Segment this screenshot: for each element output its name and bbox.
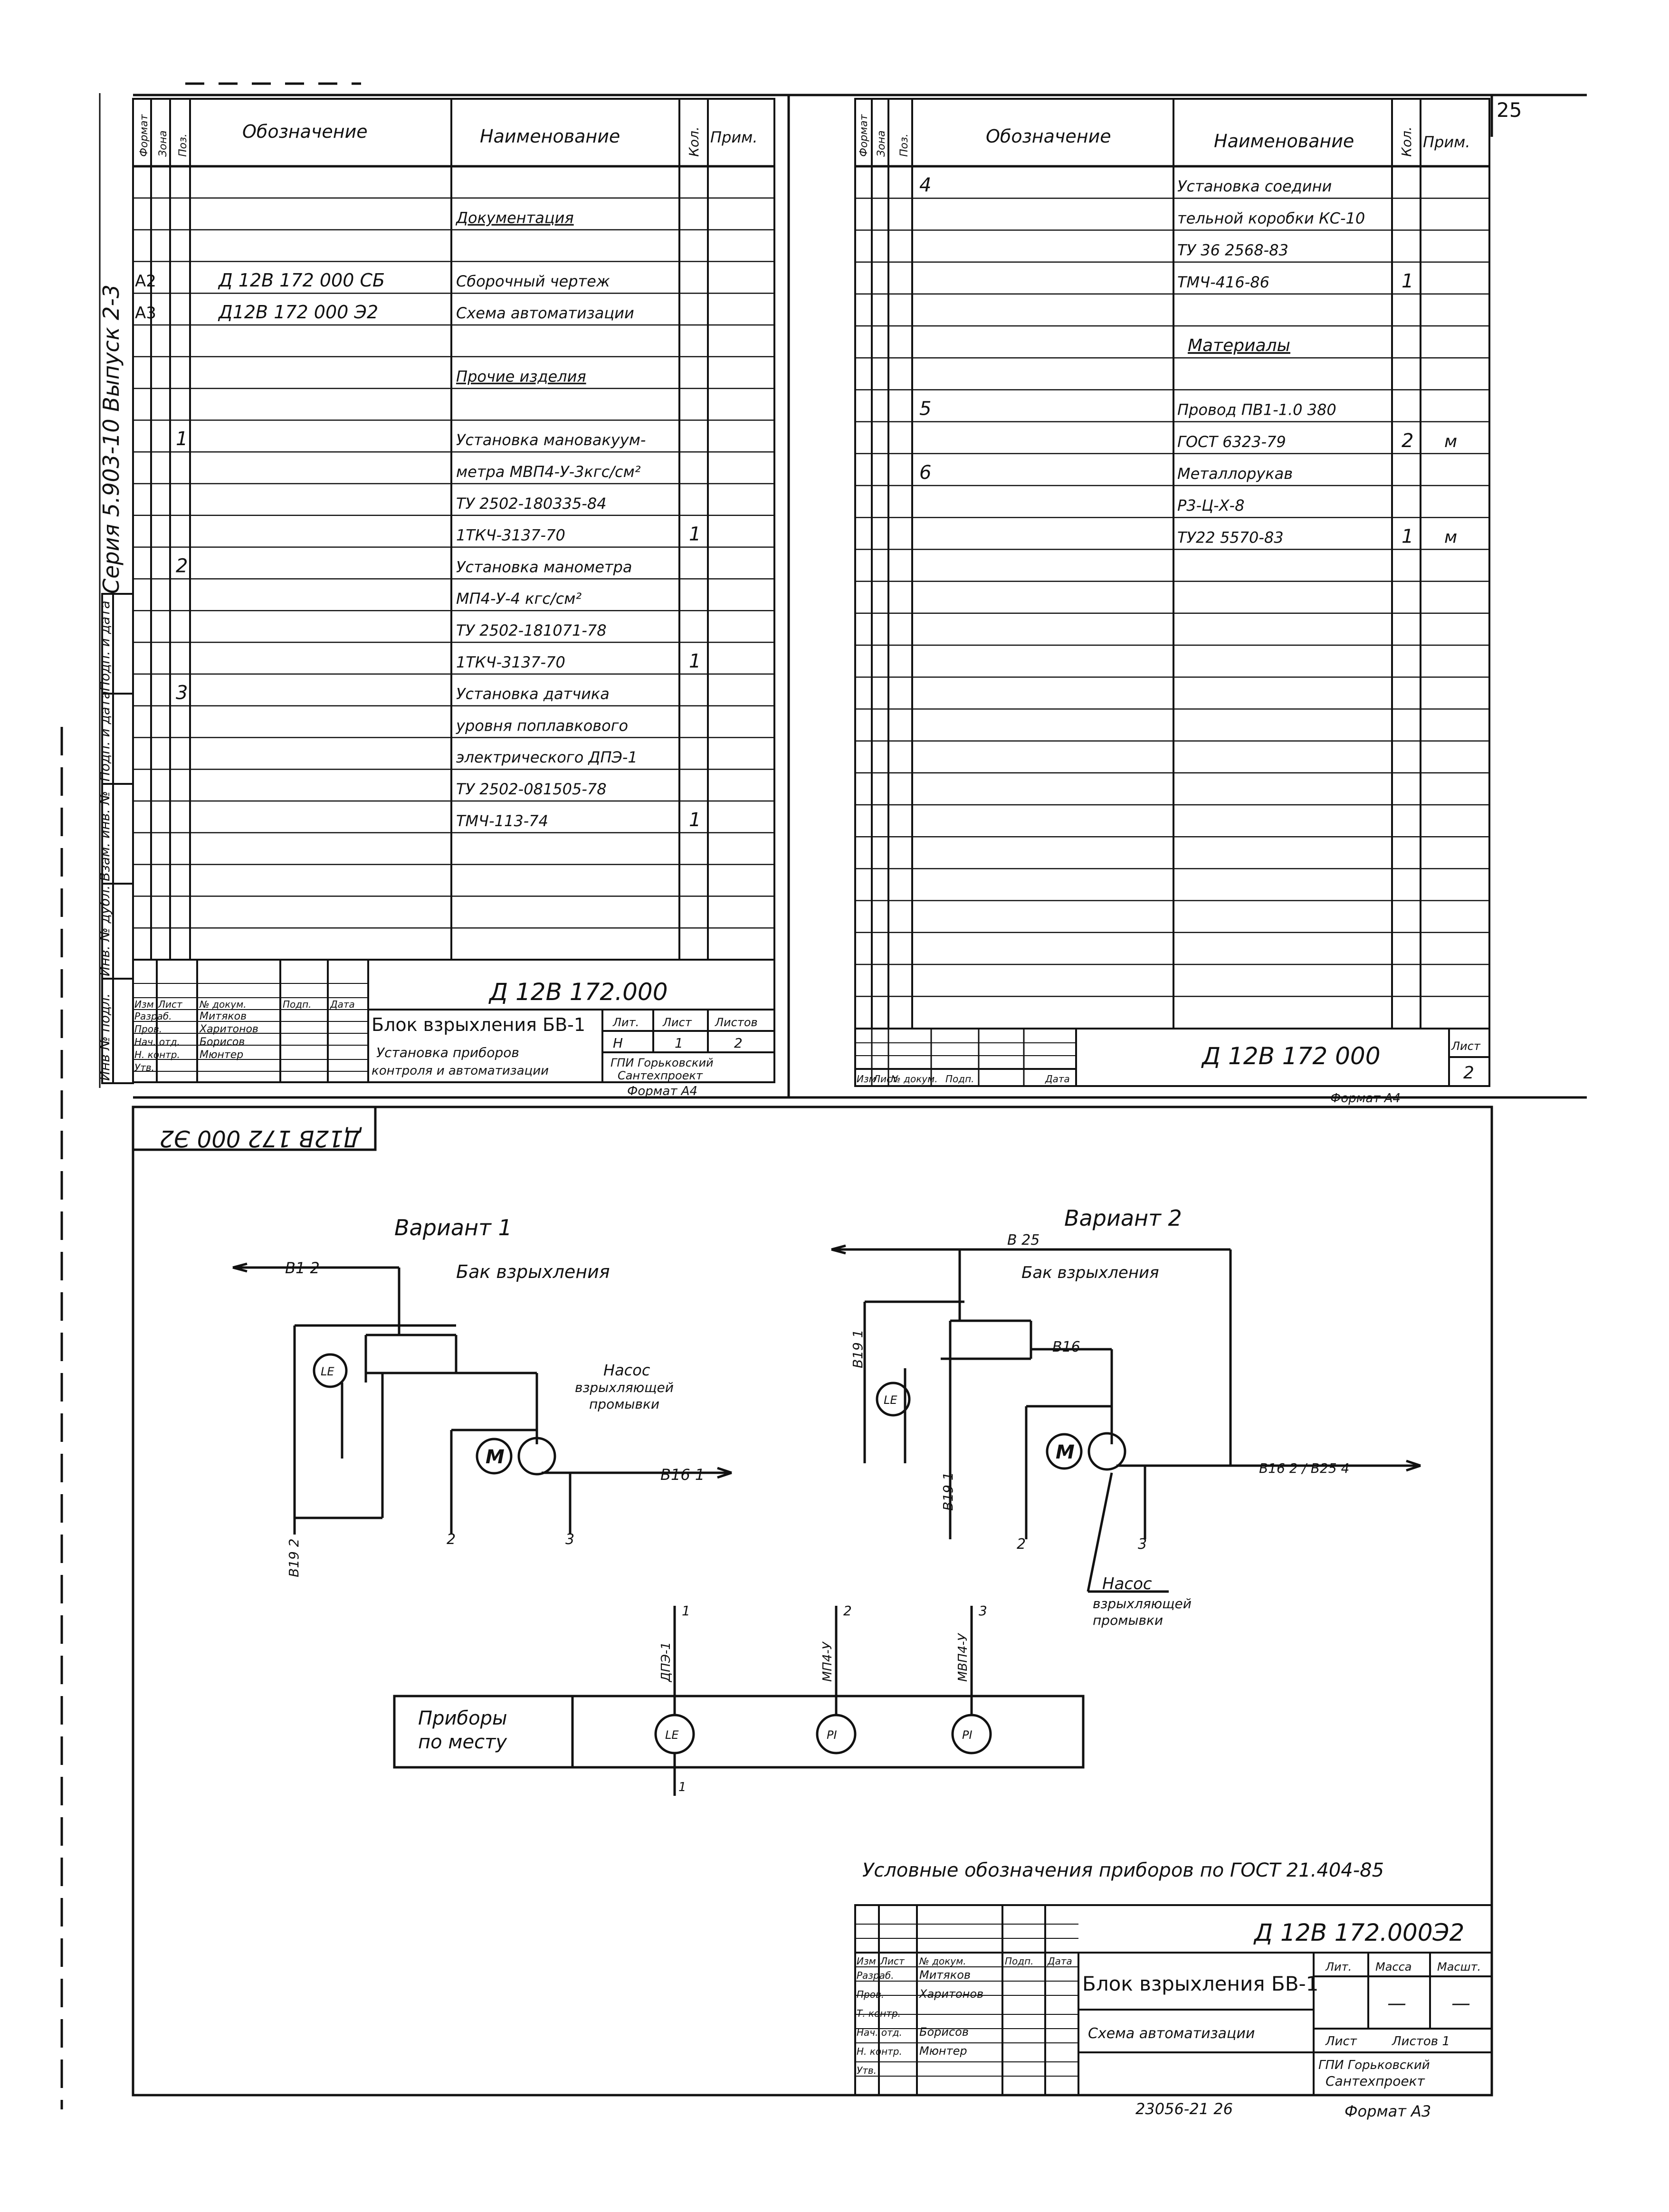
tb3-person: Борисов xyxy=(919,2025,969,2039)
tb1-title: Блок взрыхления БВ-1 xyxy=(372,1014,586,1035)
spec2-row-name: Установка соедини xyxy=(1177,177,1332,196)
tb3-role: Пров. xyxy=(857,1989,885,2000)
spec2-row-pos: 6 xyxy=(919,462,932,484)
tb1-format: Формат А4 xyxy=(627,1084,698,1098)
tb2-head-4: Дата xyxy=(1045,1073,1070,1085)
spec1-row-name: 1ТКЧ-3137-70 xyxy=(456,526,565,544)
panel-device-tag: ДПЭ-1 xyxy=(659,1642,673,1682)
pump-2-label-a: Насос xyxy=(1102,1574,1152,1593)
spec2-header-designation: Обозначение xyxy=(986,126,1111,147)
panel-device-num: 1 xyxy=(682,1603,690,1619)
spec2-row-qty: 2 xyxy=(1402,429,1414,452)
spec2-row-name: Материалы xyxy=(1188,336,1290,356)
callout-v2-3: 3 xyxy=(1138,1536,1147,1553)
tb1-person: Митяков xyxy=(200,1011,247,1022)
spec2-row-name: Металлорукав xyxy=(1177,465,1293,483)
spec1-header-designation: Обозначение xyxy=(242,121,368,142)
spec1-row-name: ТУ 2502-181071-78 xyxy=(456,621,607,639)
spec1-row-name: уровня поплавкового xyxy=(456,716,629,735)
spec1-header-format: Формат xyxy=(138,114,150,157)
spec1-row-qty: 1 xyxy=(689,650,701,672)
variant-2-title: Вариант 2 xyxy=(1064,1205,1182,1231)
variant-2-piping xyxy=(831,1246,1421,1592)
spec1-row-name: Сборочный чертеж xyxy=(456,272,610,291)
level-sensor-2-id: LE xyxy=(884,1393,897,1407)
tb1-person: Харитонов xyxy=(200,1023,258,1035)
legend-text: Условные обозначения приборов по ГОСТ 21.404-85 xyxy=(862,1859,1384,1881)
tb1-role: Нач. отд. xyxy=(134,1036,180,1048)
spec2-row-pos: 5 xyxy=(919,398,932,420)
tb1-lit-label: Лит. xyxy=(613,1016,639,1029)
stamp-label-inv: Подп. и дата xyxy=(97,601,113,691)
spec1-row-name: ТУ 2502-180335-84 xyxy=(456,494,607,513)
panel-device-id: LE xyxy=(665,1728,679,1742)
panel-label-2: по месту xyxy=(418,1731,507,1753)
panel-device-num: 2 xyxy=(843,1603,852,1619)
panel-device-num: 3 xyxy=(979,1603,987,1619)
motor-2-label: М xyxy=(1056,1441,1075,1463)
page-number: 25 xyxy=(1497,98,1522,122)
spec1-row-name: метра МВП4-У-3кгс/см² xyxy=(456,463,641,481)
spec2-row-note: м xyxy=(1444,431,1458,451)
tb1-person: Мюнтер xyxy=(200,1049,244,1061)
tb1-sheet: 1 xyxy=(675,1035,683,1051)
tank-1-label: Бак взрыхления xyxy=(456,1261,610,1282)
tb1-role: Пров. xyxy=(134,1023,162,1035)
spec2-header-format: Формат xyxy=(858,114,870,157)
tb1-head-3: Подп. xyxy=(283,999,312,1010)
line-b192: В19 2 xyxy=(286,1538,302,1577)
instrument-panel xyxy=(394,1606,1083,1796)
spec-sheet-1 xyxy=(133,99,774,1098)
tb1-head-2: № докум. xyxy=(200,999,247,1010)
spec2-header-zone: Зона xyxy=(876,130,887,157)
spec1-row-pos: 1 xyxy=(176,428,188,450)
tb3-org1: ГПИ Горьковский xyxy=(1318,2058,1430,2072)
tb3-head-2: № докум. xyxy=(919,1955,966,1967)
spec2-row-name: ТУ22 5570-83 xyxy=(1177,528,1284,547)
tb3-scale-label: Масшт. xyxy=(1437,1960,1481,1974)
spec1-row-qty: 1 xyxy=(689,523,701,545)
line-b12: В1 2 xyxy=(285,1259,320,1277)
stamp-label-replace: Взам. инв. № xyxy=(97,791,113,881)
spec1-header-note: Прим. xyxy=(710,128,758,146)
scheme-stamp-code: Д12В 172 000 Э2 xyxy=(159,1125,361,1152)
spec2-row-qty: 1 xyxy=(1402,270,1414,292)
callout-v1-2: 2 xyxy=(447,1531,456,1548)
panel-device-sub: 1 xyxy=(678,1780,687,1794)
tb2-head-3: Подп. xyxy=(945,1073,974,1085)
spec1-row-format: А2 xyxy=(135,272,156,291)
stamp-label-invp: Инв № подл. xyxy=(97,993,113,1081)
callout-v2-2: 2 xyxy=(1017,1536,1026,1553)
spec1-row-pos: 3 xyxy=(176,682,188,704)
spec2-row-pos: 4 xyxy=(919,174,932,197)
spec2-row-name: Р3-Ц-Х-8 xyxy=(1177,496,1245,515)
side-stamp xyxy=(97,285,133,1083)
tb3-title: Блок взрыхления БВ-1 xyxy=(1082,1972,1319,1995)
spec1-row-name: ТУ 2502-081505-78 xyxy=(456,780,607,798)
tb2-sheet-label: Лист xyxy=(1451,1039,1480,1053)
tb3-head-3: Подп. xyxy=(1005,1955,1034,1967)
spec2-row-name: ТМЧ-416-86 xyxy=(1177,273,1269,291)
line-b161: В16 1 xyxy=(660,1466,705,1484)
panel-device-id: PI xyxy=(827,1728,837,1742)
spec1-row-qty: 1 xyxy=(689,809,701,831)
tb1-subtitle2: контроля и автоматизации xyxy=(372,1064,549,1078)
spec1-row-designation: Д 12В 172 000 СБ xyxy=(219,270,385,291)
tb3-mass-label: Масса xyxy=(1375,1960,1412,1974)
tb2-sheet: 2 xyxy=(1463,1063,1474,1083)
pump-2-label-c: промывки xyxy=(1093,1612,1164,1628)
pump-1-label-a: Насос xyxy=(603,1361,650,1379)
tb1-lit: Н xyxy=(613,1035,623,1051)
tb1-sheet-label: Лист xyxy=(663,1016,692,1029)
spec1-header-name: Наименование xyxy=(480,126,620,147)
tb2-format: Формат А4 xyxy=(1330,1091,1401,1106)
tb3-subtitle: Схема автоматизации xyxy=(1088,2025,1255,2042)
tb3-person: Мюнтер xyxy=(919,2044,967,2058)
spec2-row-note: м xyxy=(1444,527,1458,547)
tb3-lit-label: Лит. xyxy=(1326,1960,1352,1974)
tb1-head-4: Дата xyxy=(330,999,355,1010)
tb3-sheet-label: Лист xyxy=(1326,2034,1357,2049)
tb3-role: Нач. отд. xyxy=(857,2027,902,2038)
spec1-row-designation: Д12В 172 000 Э2 xyxy=(219,302,379,323)
spec1-row-name: 1ТКЧ-3137-70 xyxy=(456,653,565,671)
line-b25: В 25 xyxy=(1007,1232,1040,1249)
spec2-row-qty: 1 xyxy=(1402,525,1414,548)
spec1-row-name: Схема автоматизации xyxy=(456,304,634,322)
tb3-role: Утв. xyxy=(857,2065,877,2076)
spec1-row-name: МП4-У-4 кгс/см² xyxy=(456,590,582,608)
panel-label-1: Приборы xyxy=(418,1707,507,1729)
tb3-doc-code: Д 12В 172.000Э2 xyxy=(1254,1919,1465,1946)
spec2-header-note: Прим. xyxy=(1423,133,1470,151)
panel-device-tag: МП4-У xyxy=(820,1642,835,1682)
spec1-row-name: электрического ДПЭ-1 xyxy=(456,748,638,767)
tb1-sheets-label: Листов xyxy=(715,1016,758,1029)
footer-number: 23056-21 26 xyxy=(1135,2100,1233,2118)
tb1-head-1: Лист xyxy=(158,999,182,1010)
panel-device-id: PI xyxy=(962,1728,973,1742)
tb3-scale: — xyxy=(1451,1993,1470,2014)
tb1-role: Утв. xyxy=(134,1062,154,1073)
spec1-header-pos: Поз. xyxy=(177,133,189,157)
spec1-row-format: А3 xyxy=(135,304,156,323)
spec1-header-qty: Кол. xyxy=(686,126,702,157)
spec1-row-name: ТМЧ-113-74 xyxy=(456,811,548,830)
tb2-head-1: Лист xyxy=(873,1073,897,1085)
tb2-head-2: № докум. xyxy=(891,1073,938,1085)
line-b162: В16 2 / В25 4 xyxy=(1259,1460,1350,1476)
spec1-row-pos: 2 xyxy=(176,555,188,577)
tb2-head-0: Изм xyxy=(857,1073,876,1085)
spec2-header-pos: Поз. xyxy=(898,133,910,157)
spec2-row-name: ГОСТ 6323-79 xyxy=(1177,432,1286,451)
spec1-row-name: Прочие изделия xyxy=(456,367,586,386)
pump-2 xyxy=(1089,1433,1125,1469)
tb3-head-1: Лист xyxy=(880,1955,905,1967)
tb1-org2: Сантехпроект xyxy=(618,1069,703,1082)
stamp-label-dupl: Инв. № дубл. xyxy=(97,885,113,976)
pump-1-label-b: взрыхляющей xyxy=(575,1380,674,1395)
tb3-head-4: Дата xyxy=(1048,1955,1072,1967)
panel-device-tag: МВП4-У xyxy=(956,1633,970,1682)
spec-sheet-2 xyxy=(855,99,1489,1106)
line-b16: В16 xyxy=(1052,1339,1080,1355)
tb1-role: Н. контр. xyxy=(134,1049,180,1060)
series-title: Серия 5.903-10 Выпуск 2-3 xyxy=(98,284,124,594)
spec2-row-name: Провод ПВ1-1.0 380 xyxy=(1177,400,1336,419)
tb3-person: Митяков xyxy=(919,1968,971,1982)
tb1-person: Борисов xyxy=(200,1036,245,1048)
tb1-role: Разраб. xyxy=(134,1011,172,1022)
tank-2-label: Бак взрыхления xyxy=(1021,1263,1159,1282)
tb2-doc-code: Д 12В 172 000 xyxy=(1202,1042,1381,1070)
tb3-person: Харитонов xyxy=(919,1987,984,2001)
level-sensor-1-id: LE xyxy=(321,1365,334,1378)
scheme-format: Формат А3 xyxy=(1345,2102,1431,2120)
motor-1-label: М xyxy=(486,1446,505,1468)
tb3-role: Разраб. xyxy=(857,1970,894,1981)
spec1-row-name: Установка манометра xyxy=(456,558,632,576)
pump-2-label-b: взрыхляющей xyxy=(1093,1596,1192,1611)
line-b191b: В19 1 xyxy=(940,1472,956,1511)
tb3-sheets-label: Листов 1 xyxy=(1392,2034,1450,2049)
callout-v1-3: 3 xyxy=(565,1531,575,1548)
spec2-header-qty: Кол. xyxy=(1399,126,1414,157)
tb3-org2: Сантехпроект xyxy=(1326,2073,1425,2089)
line-b191a: В19 1 xyxy=(850,1329,866,1368)
spec1-row-name: Документация xyxy=(456,209,574,227)
spec1-row-name: Установка мановакуум- xyxy=(456,431,646,449)
tb3-mass: — xyxy=(1387,1993,1406,2014)
spec1-header-zone: Зона xyxy=(157,130,169,157)
tb3-role: Н. контр. xyxy=(857,2046,902,2057)
variant-1-title: Вариант 1 xyxy=(394,1215,512,1240)
tb1-doc-code: Д 12В 172.000 xyxy=(489,978,668,1006)
tb1-subtitle1: Установка приборов xyxy=(376,1045,519,1060)
spec2-row-name: ТУ 36 2568-83 xyxy=(1177,241,1288,259)
tb1-head-0: Изм xyxy=(134,999,154,1010)
tb1-sheets: 2 xyxy=(734,1035,743,1051)
pump-1-label-c: промывки xyxy=(589,1396,660,1412)
spec2-row-name: тельной коробки КС-10 xyxy=(1177,209,1365,228)
tb1-org1: ГПИ Горьковский xyxy=(610,1056,714,1069)
automation-scheme xyxy=(133,1107,1492,2120)
spec1-row-name: Установка датчика xyxy=(456,685,610,703)
stamp-label-sign: Подп. и дата xyxy=(97,691,113,782)
spec2-header-name: Наименование xyxy=(1214,131,1354,152)
tb3-head-0: Изм xyxy=(857,1955,876,1967)
tb3-role: Т. контр. xyxy=(857,2008,901,2019)
